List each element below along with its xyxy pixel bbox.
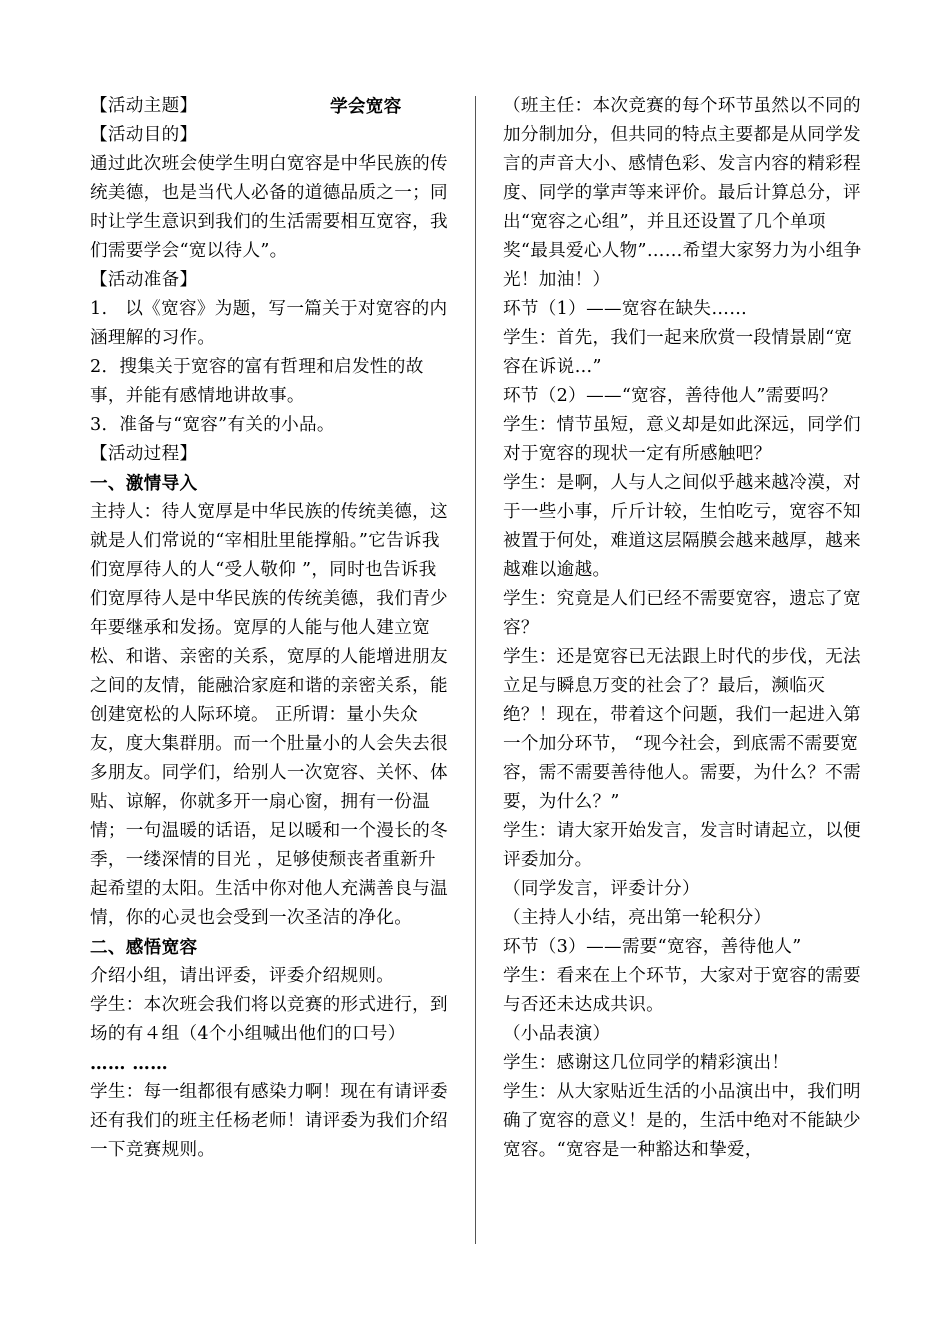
- section-heading-2: 二、感悟宽容: [90, 937, 198, 958]
- note-line-1: （同学发言，评委计分）: [503, 879, 700, 899]
- prep-item-3: 3．准备与“宽容”有关的小品。: [90, 415, 335, 435]
- skit-line: （小品表演）: [503, 1024, 611, 1044]
- student-paragraph-5: 学生：是啊，人与人之间似乎越来越冷漠，对于一些小事，斤斤计较，生怕吃亏，宽容不知被置于何处，难道这层隔膜会越来越厚，越来越难以逾越。: [503, 473, 861, 580]
- column-divider: [475, 96, 476, 1244]
- student-paragraph-7: 学生：还是宽容已无法跟上时代的步伐，无法立足与瞬息万变的社会了？最后，濒临灭绝？！现在，带着这个问题，我们一起进入第一个加分环节， “现今社会，到底需不需要宽容，需不需要善待他人。需要，为什么？不需要，为什么？”: [503, 647, 861, 812]
- student-paragraph-2: 学生：每一组都很有感染力啊！现在有请评委还有我们的班主任杨老师！请评委为我们介绍一下竞赛规则。: [90, 1082, 448, 1160]
- student-paragraph-8: 学生：请大家开始发言，发言时请起立，以便评委加分。: [503, 821, 861, 870]
- left-column: [90, 92, 452, 1165]
- prep-label: 【活动准备】: [90, 270, 198, 290]
- host-paragraph: 主持人：待人宽厚是中华民族的传统美德，这就是人们常说的“宰相肚里能撑船。”它告诉我们宽厚待人的人“受人敬仰 ”，同时也告诉我们宽厚待人是中华民族的传统美德，我们青少年要继承和发扬。宽厚的人能与他人建立宽松、和谐、亲密的关系，宽厚的人能增进朋友之间的友情，能融洽家庭和谐的亲密关系，能创建宽松的人际环境。 正所谓：量小失众友，度大集群朋。而一个肚量小的人会失去很多朋友。同学们，给别人一次宽容、关怀、体贴、谅解，你就多开一扇心窗，拥有一份温情；一句温暖的话语，足以暖和一个漫长的冬季，一缕深情的目光 ，足够使颓丧者重新升起希望的太阳。生活中你对他人充满善良与温情，你的心灵也会受到一次圣洁的净化。: [90, 502, 448, 928]
- document-title: 学会宽容: [330, 96, 402, 117]
- purpose-paragraph: 通过此次班会使学生明白宽容是中华民族的传统美德，也是当代人必备的道德品质之一；同时让学生意识到我们的生活需要相互宽容，我们需要学会“宽以待人”。: [90, 154, 448, 261]
- student-paragraph-4: 学生：情节虽短，意义却是如此深远，同学们对于宽容的现状一定有所感触吧？: [503, 415, 861, 464]
- process-label: 【活动过程】: [90, 444, 198, 464]
- student-paragraph-11: 学生：从大家贴近生活的小品演出中，我们明确了宽容的意义！是的，生活中绝对不能缺少宽容。“宽容是一种豁达和挚爱，: [503, 1082, 861, 1160]
- right-column: [503, 92, 865, 1165]
- step-2-heading: 环节（2）——“宽容，善待他人”需要吗？: [503, 386, 838, 406]
- student-paragraph-3: 学生：首先，我们一起来欣赏一段情景剧“宽容在诉说…”: [503, 328, 853, 377]
- theme-label: 【活动主题】: [90, 96, 198, 116]
- teacher-paragraph: （班主任：本次竞赛的每个环节虽然以不同的加分制加分，但共同的特点主要都是从同学发言的声音大小、感情色彩、发言内容的精彩程度、同学的掌声等来评价。最后计算总分，评出“宽容之心组”，并且还设置了几个单项奖“最具爱心人物”……希望大家努力为小组争光！加油！）: [503, 96, 862, 290]
- prep-item-2: 2．搜集关于宽容的富有哲理和启发性的故事，并能有感情地讲故事。: [90, 357, 424, 406]
- ellipsis-line: …… ……: [90, 1053, 169, 1074]
- student-paragraph-6: 学生：究竟是人们已经不需要宽容，遗忘了宽容？: [503, 589, 861, 638]
- intro-paragraph: 介绍小组，请出评委，评委介绍规则。: [90, 966, 395, 986]
- section-heading-1: 一、激情导入: [90, 473, 198, 494]
- purpose-label: 【活动目的】: [90, 125, 198, 145]
- step-3-heading: 环节（3）——需要“宽容，善待他人”: [503, 937, 802, 957]
- student-paragraph-10: 学生：感谢这几位同学的精彩演出！: [503, 1053, 790, 1073]
- note-line-2: （主持人小结，亮出第一轮积分）: [503, 908, 772, 928]
- student-paragraph-1: 学生：本次班会我们将以竞赛的形式进行，到场的有４组（4个小组喊出他们的口号）: [90, 995, 448, 1044]
- theme-row: [90, 92, 452, 121]
- step-1-heading: 环节（1）——宽容在缺失……: [503, 299, 748, 319]
- prep-item-1: 1. 以《宽容》为题，写一篇关于对宽容的内涵理解的习作。: [90, 299, 448, 348]
- student-paragraph-9: 学生：看来在上个环节，大家对于宽容的需要与否还未达成共识。: [503, 966, 861, 1015]
